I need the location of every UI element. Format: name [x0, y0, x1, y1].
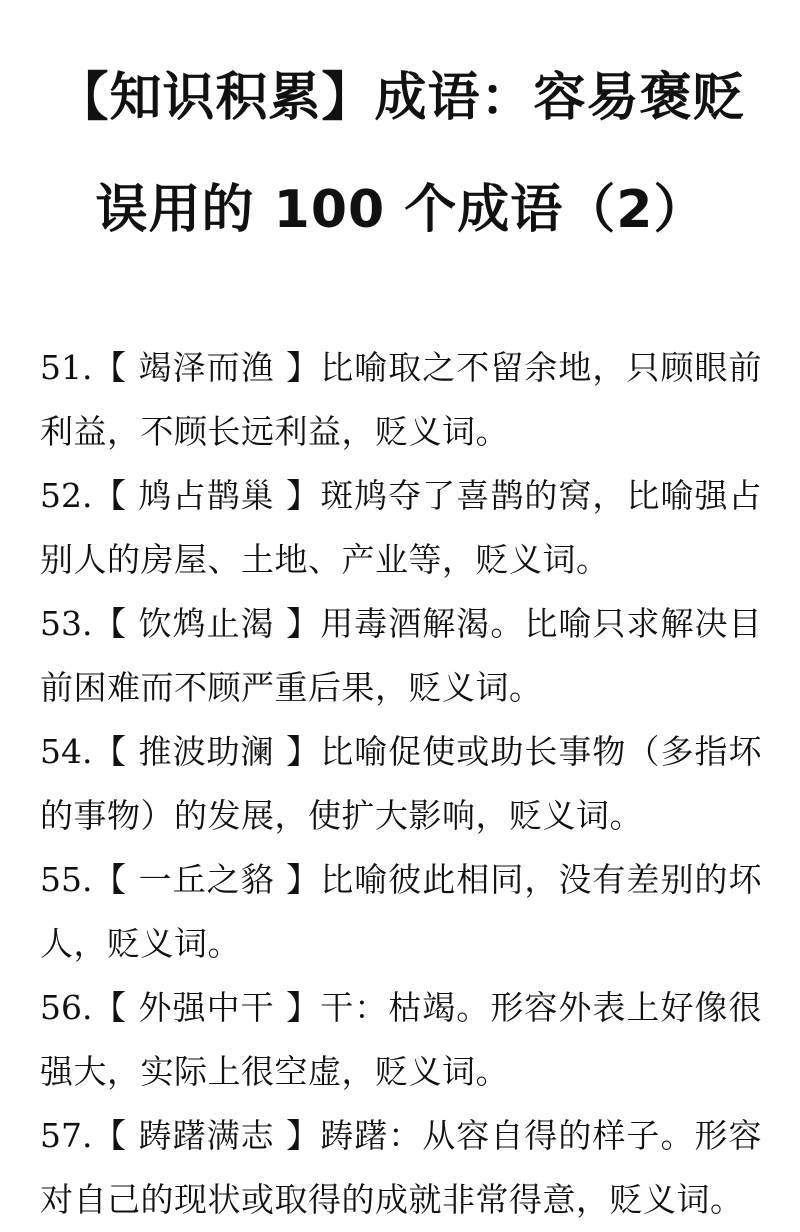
idiom-entry-53: [40, 592, 762, 720]
entry-number: 57.: [40, 1116, 93, 1155]
idiom-entry-57: [40, 1104, 762, 1232]
idiom-entry-56: [40, 976, 762, 1104]
entry-number: 54.: [40, 732, 93, 771]
idiom-entry-54: [40, 720, 762, 848]
entry-number: 53.: [40, 604, 93, 643]
idiom-term: 【 一丘之貉 】: [92, 860, 321, 899]
entry-number: 52.: [40, 476, 93, 515]
idiom-term: 【 踌躇满志 】: [92, 1116, 321, 1155]
idiom-definition: 比喻促使或助长事物（多指坏的事物）的发展，使扩大影响，贬义词。: [40, 732, 763, 835]
idiom-list: [40, 336, 762, 1232]
idiom-term: 【 饮鸩止渴 】: [92, 604, 321, 643]
entry-number: 55.: [40, 860, 93, 899]
title-line-1: 【知识积累】成语：容易褒贬: [56, 68, 746, 128]
idiom-definition: 比喻取之不留余地，只顾眼前利益，不顾长远利益，贬义词。: [40, 348, 763, 451]
article-title: [40, 0, 762, 266]
idiom-definition: 用毒酒解渴。比喻只求解决目前困难而不顾严重后果，贬义词。: [40, 604, 763, 707]
title-line-2: 误用的 100 个成语（2）: [95, 180, 707, 240]
entry-number: 51.: [40, 348, 93, 387]
idiom-term: 【 鸠占鹊巢 】: [92, 476, 321, 515]
idiom-term: 【 推波助澜 】: [92, 732, 321, 771]
idiom-term: 【 竭泽而渔 】: [92, 348, 321, 387]
idiom-entry-51: [40, 336, 762, 464]
idiom-definition: 干：枯竭。形容外表上好像很强大，实际上很空虚，贬义词。: [40, 988, 763, 1091]
idiom-entry-52: [40, 464, 762, 592]
idiom-definition: 比喻彼此相同，没有差别的坏人，贬义词。: [40, 860, 763, 963]
idiom-term: 【 外强中干 】: [92, 988, 321, 1027]
idiom-definition: 斑鸠夺了喜鹊的窝，比喻强占别人的房屋、土地、产业等，贬义词。: [40, 476, 763, 579]
entry-number: 56.: [40, 988, 93, 1027]
idiom-definition: 踌躇：从容自得的样子。形容对自己的现状或取得的成就非常得意，贬义词。: [40, 1116, 763, 1219]
idiom-entry-55: [40, 848, 762, 976]
